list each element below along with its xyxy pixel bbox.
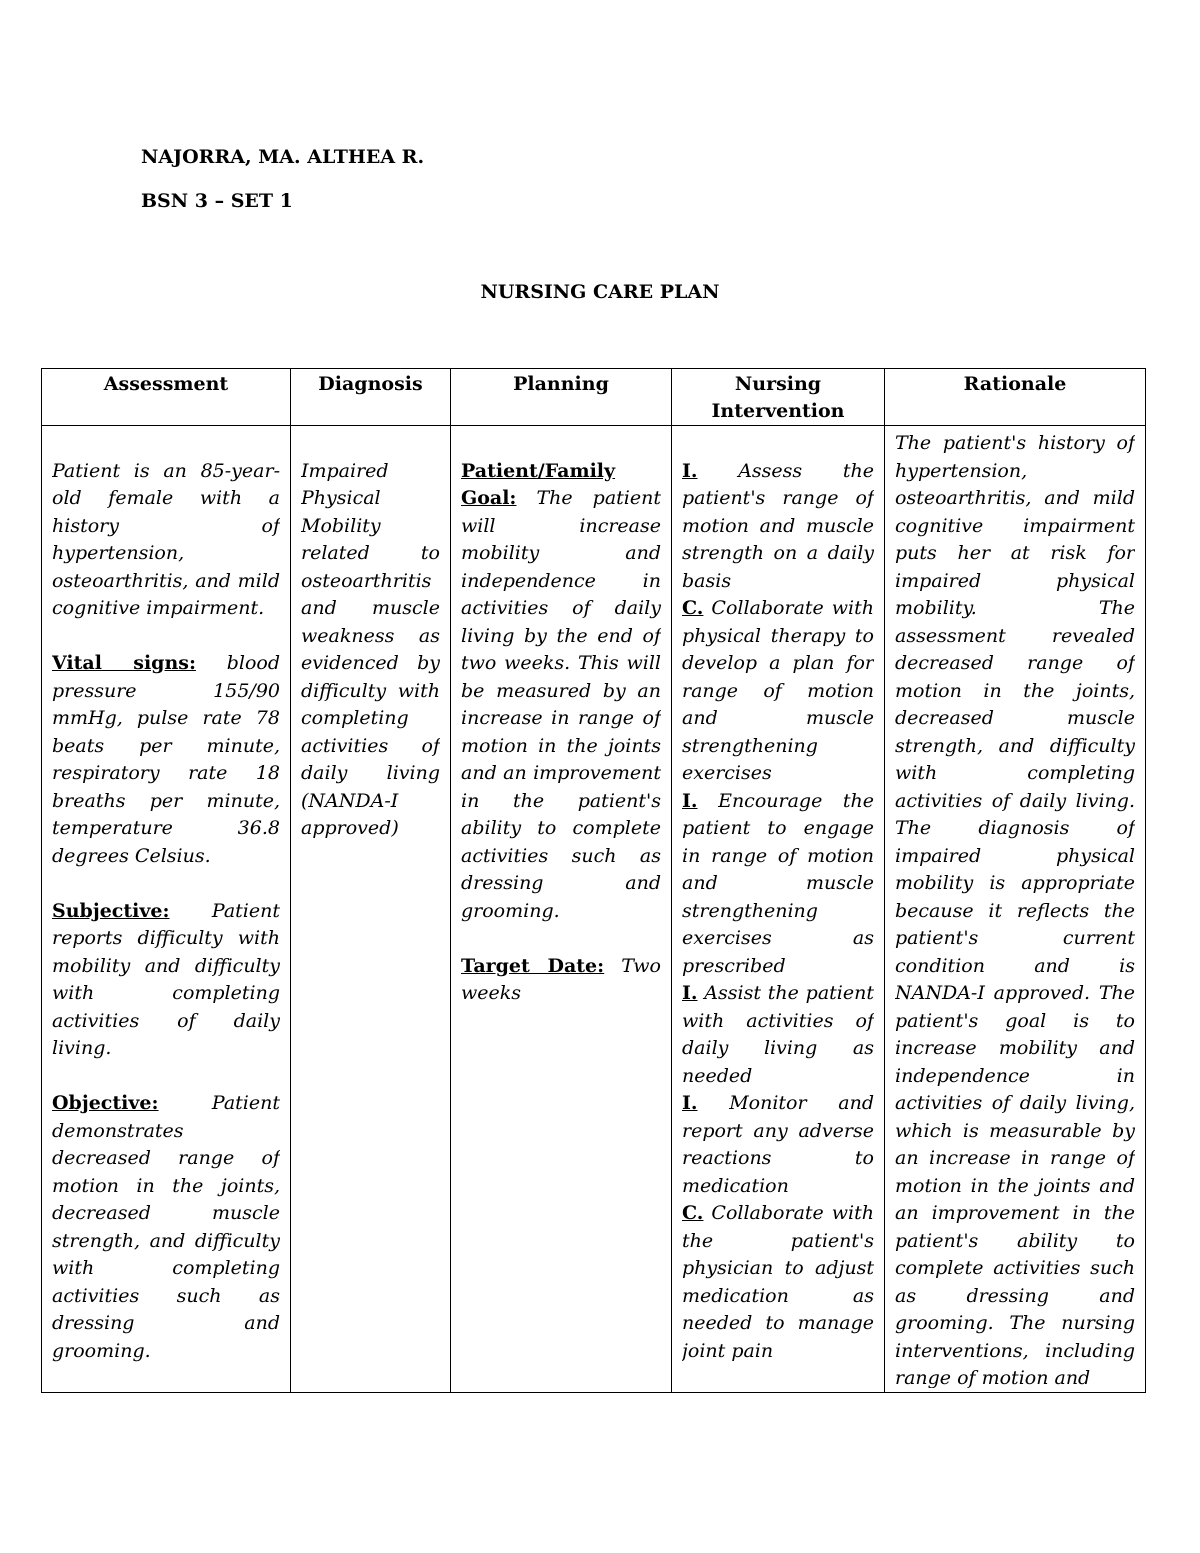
intervention-text: Assess the patient's range of motion and muscle strength on a daily basis: [682, 459, 874, 592]
assessment-cell: [42, 426, 291, 1393]
subjective-data: [52, 898, 280, 1063]
intervention-code: I.: [682, 789, 698, 812]
column-header-rationale: Rationale: [885, 369, 1146, 426]
objective-text: Patient demonstrates decreased range of motion in the joints, decreased muscle strength, and difficulty with completing activities such as dressing and grooming.: [52, 1092, 280, 1362]
subjective-text: Patient reports difficulty with mobility and difficulty with completing activities of daily living.: [52, 899, 280, 1059]
student-name: NAJORRA, MA. ALTHEA R.: [141, 146, 425, 168]
column-header-assessment: Assessment: [42, 369, 291, 426]
intervention-item: [682, 1090, 874, 1200]
intervention-item: [682, 788, 874, 981]
intervention-item: [682, 980, 874, 1090]
column-header-planning: Planning: [451, 369, 672, 426]
intervention-text: Collaborate with the patient's physician to adjust medication as needed to manage joint pain: [682, 1202, 874, 1362]
table-body-row: [42, 426, 1146, 1393]
diagnosis-text: Impaired Physical Mobility related to osteoarthritis and muscle weakness as evidenced by difficulty with completing activities of daily living (NANDA-I approved): [301, 459, 440, 839]
rationale-text: The patient's history of hypertension, osteoarthritis, and mild cognitive impairment puts her at risk for impaired physical mobility. The assessment revealed decreased range of motion in the joints, decreased muscle strength, and difficulty with completing activities of daily living. The diagnosis of impaired physical mobility is appropriate because it reflects the patient's current condition and is NANDA-I approved. The patient's goal is to increase mobility and independence in activities of daily living, which is measurable by an increase in range of motion in the joints and an improvement in the patient's ability to complete activities such as dressing and grooming. The nursing interventions, including range of motion and: [895, 432, 1135, 1388]
vital-signs-label: Vital signs:: [52, 652, 196, 674]
intervention-item: [682, 458, 874, 596]
planning-cell: [451, 426, 672, 1393]
intervention-code: C.: [682, 1202, 704, 1224]
goal-text: The patient will increase mobility and independence in activities of daily living by the end of two weeks. This will be measured by an increase in range of motion in the joints and an improvement in the patient's ability to complete activities such as dressing and grooming.: [461, 487, 661, 922]
intervention-item: [682, 595, 874, 788]
objective-data: [52, 1090, 280, 1365]
vital-signs: [52, 650, 280, 870]
intervention-code: I.: [682, 1092, 698, 1114]
target-date-text: Two weeks: [461, 954, 661, 1004]
intervention-text: Collaborate with physical therapy to develop a plan for range of motion and muscle strengthening exercises: [682, 597, 874, 784]
intervention-code: C.: [682, 597, 704, 619]
vital-signs-text: blood pressure 155/90 mmHg, pulse rate 78 beats per minute, respiratory rate 18 breaths per minute, temperature 36.8 degrees Celsius.: [52, 652, 280, 867]
column-header-intervention: Nursing Intervention: [672, 369, 885, 426]
intervention-item: [682, 1200, 874, 1365]
objective-label: Objective:: [52, 1092, 159, 1114]
document-title: NURSING CARE PLAN: [480, 281, 720, 303]
assessment-intro: Patient is an 85-year-old female with a history of hypertension, osteoarthritis, and mild cognitive impairment.: [52, 459, 280, 619]
class-section: BSN 3 – SET 1: [141, 190, 293, 212]
goal-label: Patient/Family Goal:: [461, 459, 616, 509]
planning-target-date: [461, 953, 661, 1008]
intervention-text: Assist the patient with activities of daily living as needed: [682, 982, 874, 1087]
subjective-label: Subjective:: [52, 899, 170, 922]
table-header-row: [42, 369, 1146, 426]
planning-goal: [461, 458, 661, 926]
diagnosis-cell: [291, 426, 451, 1393]
intervention-text: Encourage the patient to engage in range of motion and muscle strengthening exercises as prescribed: [682, 789, 874, 977]
column-header-diagnosis: Diagnosis: [291, 369, 451, 426]
rationale-cell: [885, 426, 1146, 1393]
intervention-code: I.: [682, 459, 698, 482]
target-date-label: Target Date:: [461, 954, 605, 977]
intervention-text: Monitor and report any adverse reactions to medication: [682, 1092, 874, 1197]
intervention-cell: [672, 426, 885, 1393]
intervention-code: I.: [682, 982, 698, 1004]
care-plan-table: [41, 368, 1146, 1393]
